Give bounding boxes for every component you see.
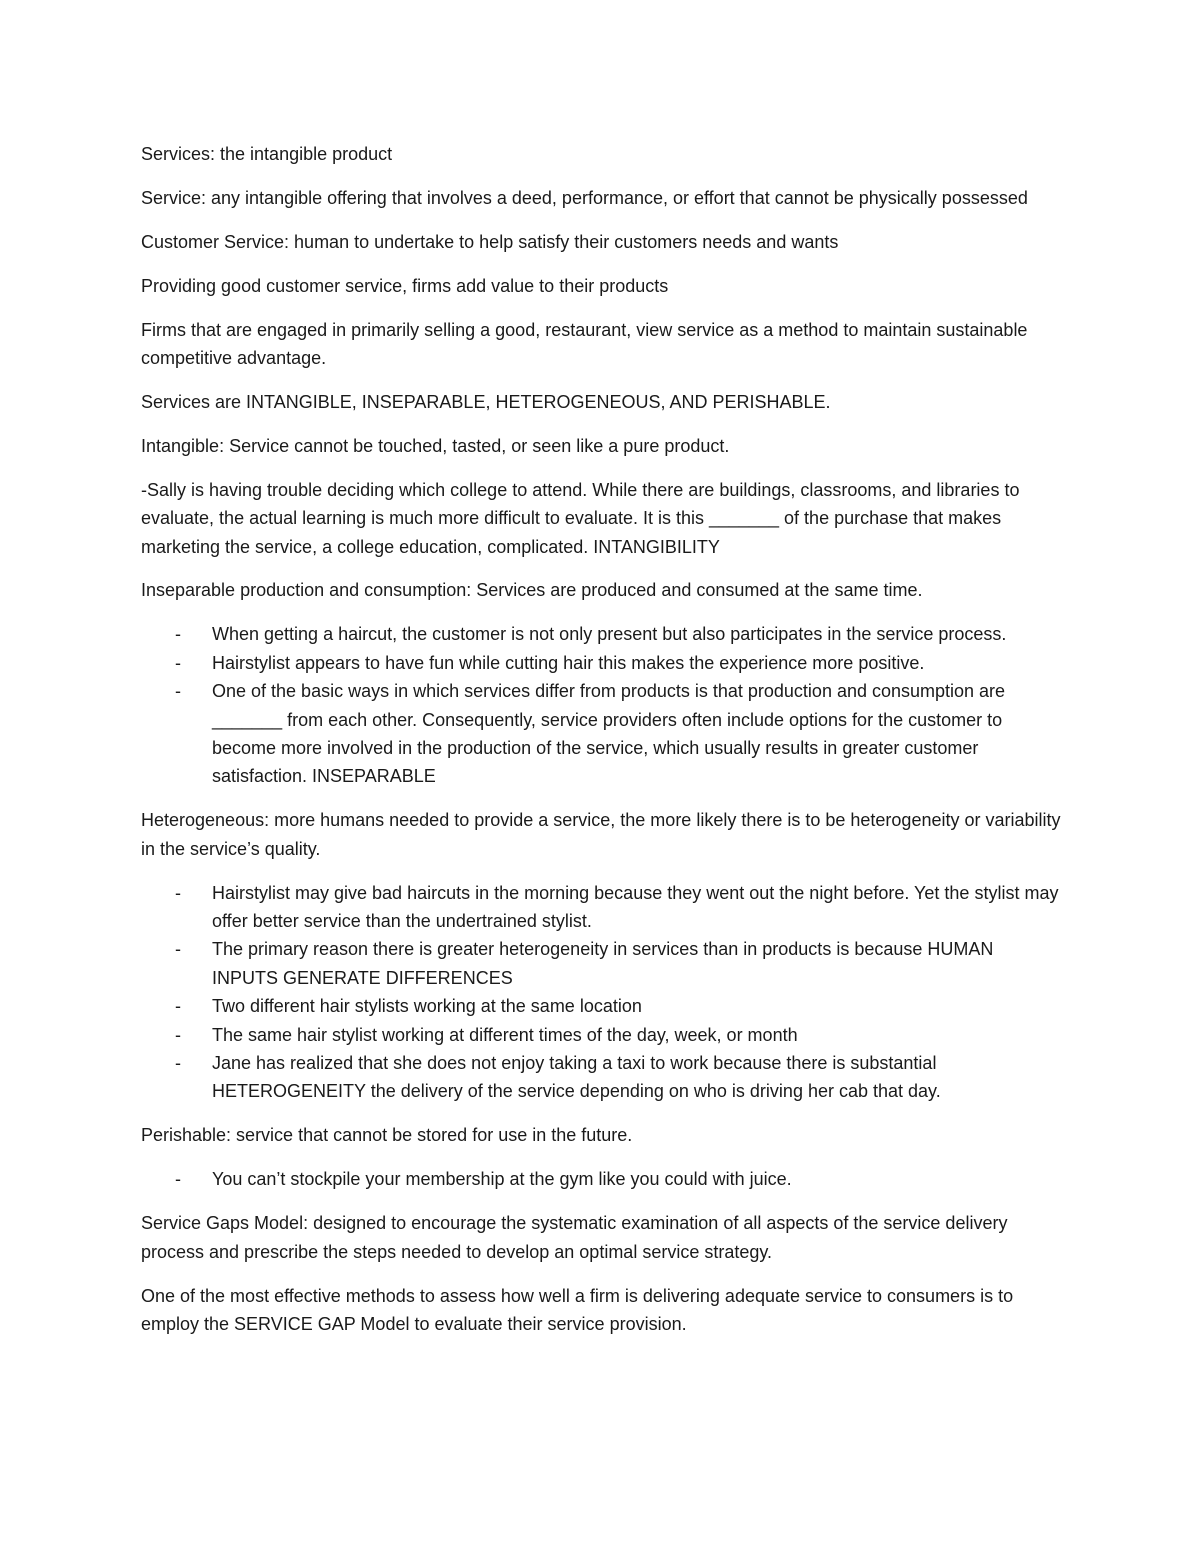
paragraph: Heterogeneous: more humans needed to provide a service, the more likely there is to be heterogeneity or variability in the service’s quality. [141, 810, 1061, 859]
dash-list [141, 1165, 1061, 1193]
paragraph: -Sally is having trouble deciding which college to attend. While there are buildings, classrooms, and libraries to evaluate, the actual learning is much more difficult to evaluate. It is this _______ of the purchase that makes marketing the service, a college education, complicated. INTANGIBILITY [141, 479, 1020, 557]
paragraph: Inseparable production and consumption: Services are produced and consumed at the same time. [141, 580, 923, 601]
list-item [141, 935, 1061, 992]
dash-bullet: - [175, 939, 181, 960]
list-item [141, 1021, 1061, 1049]
dash-bullet: - [175, 624, 181, 645]
list-item [141, 1165, 1061, 1193]
paragraph: Service Gaps Model: designed to encourage the systematic examination of all aspects of the service delivery process and prescribe the steps needed to develop an optimal service strategy. [141, 1213, 1008, 1262]
dash-bullet: - [175, 1169, 181, 1190]
dash-bullet: - [175, 882, 181, 903]
list-item-text: The primary reason there is greater heterogeneity in services than in products is because HUMAN INPUTS GENERATE DIFFERENCES [212, 939, 994, 988]
dash-bullet: - [175, 1053, 181, 1074]
list-item-text: Hairstylist may give bad haircuts in the morning because they went out the night before. Yet the stylist may offer better service than the undertrained stylist. [212, 882, 1059, 932]
list-item-text: When getting a haircut, the customer is not only present but also participates in the service process. [212, 624, 1007, 645]
paragraph: Perishable: service that cannot be stored for use in the future. [141, 1125, 633, 1146]
paragraph: Customer Service: human to undertake to help satisfy their customers needs and wants [141, 231, 839, 252]
paragraph: Intangible: Service cannot be touched, tasted, or seen like a pure product. [141, 435, 730, 456]
dash-list [141, 620, 1061, 790]
paragraph: Services are INTANGIBLE, INSEPARABLE, HETEROGENEOUS, AND PERISHABLE. [141, 391, 831, 412]
list-item [141, 620, 1061, 648]
list-item-text: Hairstylist appears to have fun while cutting hair this makes the experience more positive. [212, 652, 925, 673]
list-item-text: Two different hair stylists working at the same location [212, 996, 642, 1017]
dash-bullet: - [175, 996, 181, 1017]
list-item-text: One of the basic ways in which services differ from products is that production and consumption are _______ from each other. Consequently, service providers often include options for the customer to become more involved in the production of the service, which usually results in greater customer satisfaction. INSEPARABLE [212, 681, 1006, 787]
paragraph: One of the most effective methods to assess how well a firm is delivering adequate service to consumers is to employ the SERVICE GAP Model to evaluate their service provision. [141, 1285, 1014, 1334]
dash-bullet: - [175, 1024, 181, 1045]
paragraph: Providing good customer service, firms add value to their products [141, 275, 669, 296]
list-item [141, 649, 1061, 677]
dash-list [141, 879, 1061, 1106]
paragraph: Service: any intangible offering that involves a deed, performance, or effort that cannot be physically possessed [141, 187, 1028, 208]
paragraph: Services: the intangible product [141, 144, 393, 164]
list-item [141, 992, 1061, 1020]
paragraph: Firms that are engaged in primarily selling a good, restaurant, view service as a method to maintain sustainable competitive advantage. [141, 319, 1028, 369]
list-item-text: The same hair stylist working at different times of the day, week, or month [212, 1024, 798, 1045]
list-item-text: You can’t stockpile your membership at the gym like you could with juice. [212, 1169, 792, 1190]
list-item-text: Jane has realized that she does not enjoy taking a taxi to work because there is substantial HETEROGENEITY the delivery of the service depending on who is driving her cab that day. [212, 1053, 941, 1102]
dash-bullet: - [175, 652, 181, 673]
list-item [141, 1049, 1061, 1106]
dash-bullet: - [175, 681, 181, 702]
document-page [141, 140, 1061, 1354]
list-item [141, 879, 1061, 936]
list-item [141, 677, 1061, 791]
